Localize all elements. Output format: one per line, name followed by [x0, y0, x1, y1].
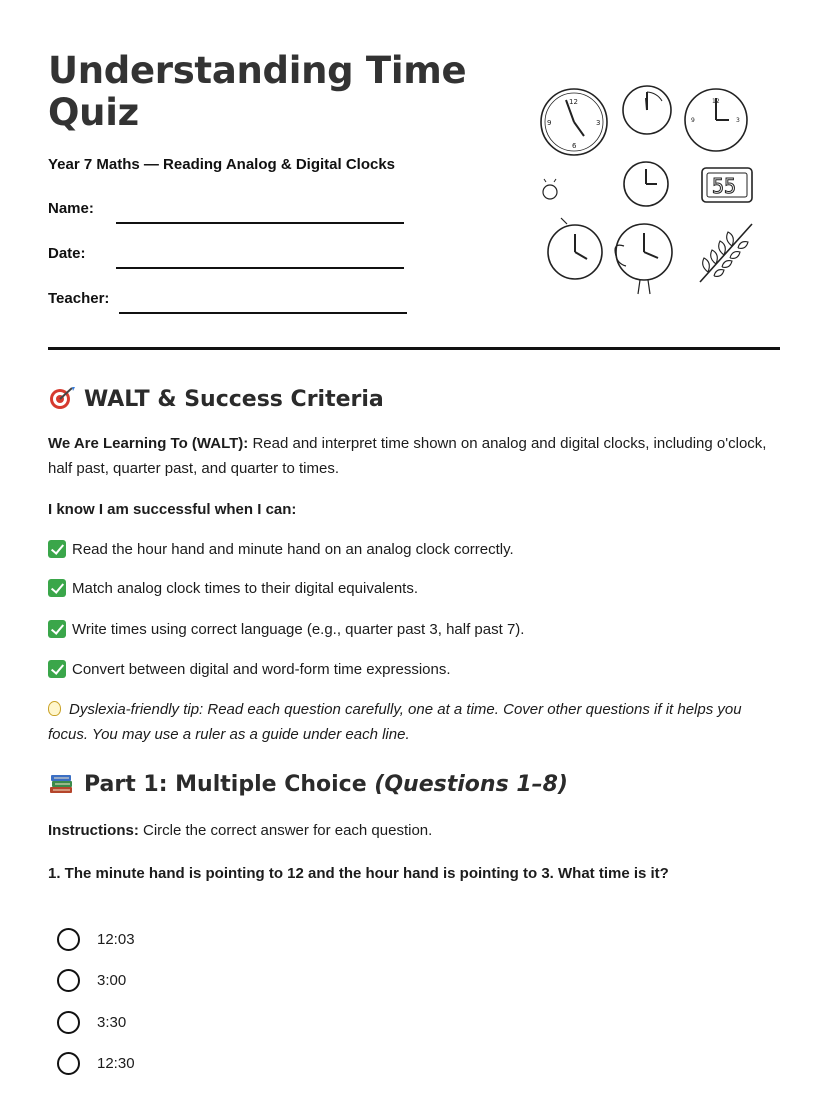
svg-text:6: 6	[572, 142, 577, 150]
analog-clock-icon	[624, 162, 668, 206]
walt-heading-text: WALT & Success Criteria	[84, 387, 384, 412]
svg-text:55: 55	[712, 174, 737, 198]
answer-option-label: 3:30	[97, 1014, 127, 1031]
page-subtitle: Year 7 Maths — Reading Analog & Digital Clocks	[48, 156, 396, 173]
check-icon	[48, 540, 66, 558]
analog-clock-icon	[548, 218, 602, 279]
check-icon	[48, 620, 66, 638]
answer-option[interactable]	[57, 969, 126, 992]
criteria-item: Write times using correct language (e.g., quarter past 3, half past 7).	[48, 620, 524, 638]
answer-option-label: 12:30	[97, 1055, 135, 1072]
analog-clock-icon	[541, 89, 607, 155]
instructions-label: Instructions:	[48, 822, 139, 839]
analog-clock-icon	[685, 89, 747, 151]
radio-circle[interactable]	[57, 1011, 80, 1034]
clock-clipart	[530, 80, 770, 300]
books-icon	[48, 771, 76, 795]
radio-circle[interactable]	[57, 928, 80, 951]
svg-text:12: 12	[712, 98, 720, 105]
radio-circle[interactable]	[57, 969, 80, 992]
date-line[interactable]	[116, 267, 404, 269]
part1-heading	[48, 771, 568, 797]
check-icon	[48, 660, 66, 678]
instructions	[48, 818, 768, 843]
radio-circle[interactable]	[57, 1052, 80, 1075]
part1-heading-range: (Questions 1–8)	[374, 772, 568, 797]
criteria-item: Match analog clock times to their digital equivalents.	[48, 579, 418, 597]
answer-option-label: 3:00	[97, 972, 127, 989]
criteria-item: Read the hour hand and minute hand on an analog clock correctly.	[48, 540, 514, 558]
digital-clock-icon	[702, 168, 752, 202]
svg-text:9: 9	[547, 119, 552, 127]
instructions-text: Circle the correct answer for each question.	[138, 822, 433, 839]
leaf-branch-icon	[700, 224, 752, 282]
answer-option[interactable]	[57, 1011, 126, 1034]
question-1: 1. The minute hand is pointing to 12 and the hour hand is pointing to 3. What time is it?	[48, 865, 669, 882]
criteria-item: Convert between digital and word-form time expressions.	[48, 660, 451, 678]
teacher-label: Teacher:	[48, 290, 110, 307]
svg-text:3: 3	[736, 117, 740, 124]
answer-option[interactable]	[57, 1052, 135, 1075]
name-label: Name:	[48, 200, 94, 217]
target-icon	[48, 386, 76, 410]
svg-text:12: 12	[569, 98, 578, 106]
walt-heading	[48, 386, 384, 412]
check-icon	[48, 579, 66, 597]
svg-text:9: 9	[691, 117, 695, 124]
criteria-heading: I know I am successful when I can:	[48, 501, 297, 518]
walt-statement	[48, 431, 768, 481]
walt-text: Read and interpret time shown on analog and digital clocks, including o'clock, half past, quarter past, and quarter to times.	[48, 435, 767, 477]
part1-heading-text: Part 1: Multiple Choice	[84, 772, 367, 797]
bird-clock-icon	[615, 224, 672, 294]
dyslexia-tip: Dyslexia-friendly tip: Read each question carefully, one at a time. Cover other questions if it helps you focus. You may use a ruler as a guide under each line.	[48, 701, 742, 743]
lightbulb-icon	[48, 701, 61, 716]
svg-text:3: 3	[596, 119, 601, 127]
analog-clock-icon	[623, 86, 671, 134]
header-divider	[48, 347, 780, 350]
answer-option[interactable]	[57, 928, 135, 951]
decorative-doodle-icon	[543, 179, 557, 199]
name-line[interactable]	[116, 222, 404, 224]
teacher-line[interactable]	[119, 312, 407, 314]
walt-label: We Are Learning To (WALT):	[48, 435, 249, 452]
page-title: Understanding Time Quiz	[48, 49, 467, 134]
date-label: Date:	[48, 245, 86, 262]
answer-option-label: 12:03	[97, 931, 135, 948]
